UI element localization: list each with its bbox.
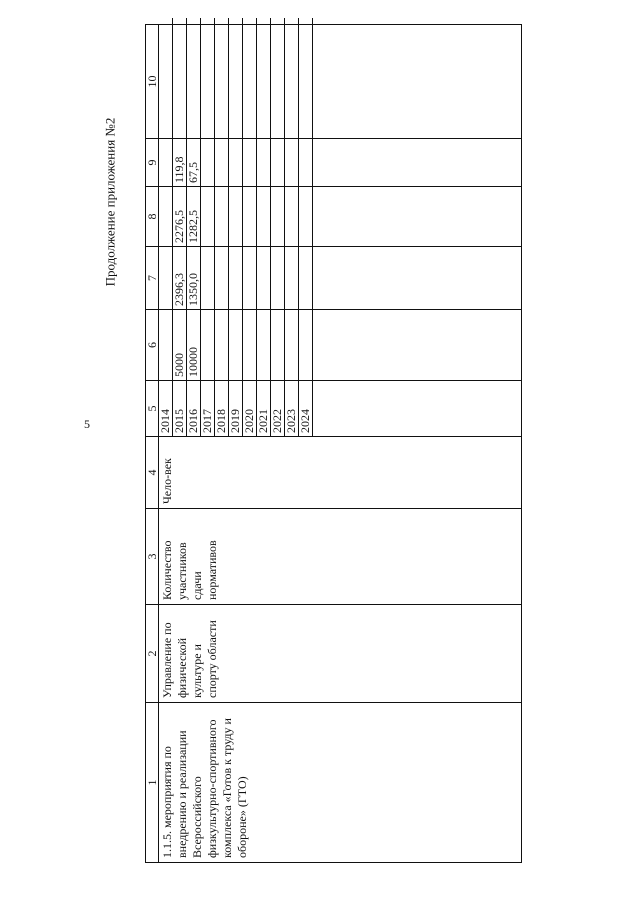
- value-cell: [299, 310, 313, 380]
- empty-area: [313, 310, 521, 380]
- value-cell: [271, 247, 285, 309]
- value-cell: [173, 25, 187, 138]
- value-cell: [201, 139, 215, 186]
- value-cell: [285, 310, 299, 380]
- year-cell: 2014: [159, 381, 173, 436]
- value-cell: [299, 187, 313, 246]
- page-number: 5: [84, 417, 90, 431]
- value-cell: 1282,5: [187, 187, 201, 246]
- value-cell: [229, 187, 243, 246]
- empty-area: [313, 187, 521, 246]
- year-cell: 2019: [229, 381, 243, 436]
- unit-cell: [159, 437, 522, 509]
- value-cell: [299, 139, 313, 186]
- value-cell: [243, 187, 257, 246]
- value-cell: [243, 247, 257, 309]
- year-cell: 2023: [285, 381, 299, 436]
- col-number: 8: [146, 187, 159, 247]
- year-cell: 2024: [299, 381, 313, 436]
- value-cell: [271, 25, 285, 138]
- year-cell: 2022: [271, 381, 285, 436]
- continuation-caption: Продолжение приложения №2: [102, 117, 118, 287]
- value-cell: [201, 310, 215, 380]
- measure-name-cell: [159, 703, 522, 863]
- value-cell: [257, 139, 271, 186]
- value-cell: [299, 18, 313, 24]
- value-cell: [159, 187, 173, 246]
- measure-name: 1.1.5. мероприятия по внедрению и реализации Всероссийского физкультурно-спортивного комплекса «Готов к труду и обороне» (ГТО): [160, 718, 249, 858]
- value-cell: [285, 18, 299, 24]
- year-cell: 2020: [243, 381, 257, 436]
- value-cell: [229, 310, 243, 380]
- value-cell: [159, 139, 173, 186]
- value-cell: [229, 25, 243, 138]
- appendix-table: [145, 24, 522, 863]
- column-number-row: [146, 25, 159, 863]
- value-cell: 67,5: [187, 139, 201, 186]
- col-number: 5: [146, 381, 159, 437]
- value-cell: [243, 139, 257, 186]
- value-cell: [285, 25, 299, 138]
- indicator-cell: [159, 509, 522, 605]
- value-cell: 5000: [173, 310, 187, 380]
- value-cell: [215, 25, 229, 138]
- value-cell: [285, 247, 299, 309]
- empty-area: [313, 381, 521, 436]
- value-cell: [243, 25, 257, 138]
- value-cell: [201, 187, 215, 246]
- col5-values: [159, 310, 522, 381]
- col-number: 2: [146, 605, 159, 703]
- col-number: 6: [146, 310, 159, 381]
- value-cell: [243, 310, 257, 380]
- empty-area: [313, 247, 521, 309]
- year-cell: 2015: [173, 381, 187, 436]
- value-cell: [229, 139, 243, 186]
- value-cell: [201, 25, 215, 138]
- value-cell: [159, 247, 173, 309]
- empty-area: [313, 139, 521, 186]
- value-cell: [285, 139, 299, 186]
- executor-cell: [159, 605, 522, 703]
- value-cell: [299, 25, 313, 138]
- col-number: 7: [146, 247, 159, 310]
- value-cell: [229, 18, 243, 24]
- rotated-table-container: [145, 25, 522, 863]
- value-cell: [159, 310, 173, 380]
- year-cell: 2016: [187, 381, 201, 436]
- value-cell: [271, 187, 285, 246]
- col-number: 9: [146, 139, 159, 187]
- col8-values: [159, 139, 522, 187]
- value-cell: [299, 247, 313, 309]
- value-cell: [215, 18, 229, 24]
- col-number: 10: [146, 25, 159, 139]
- value-cell: [257, 18, 271, 24]
- value-cell: [187, 25, 201, 138]
- value-cell: [215, 247, 229, 309]
- value-cell: [215, 139, 229, 186]
- value-cell: [215, 187, 229, 246]
- col-number: 1: [146, 703, 159, 863]
- value-cell: [215, 310, 229, 380]
- col6-values: [159, 247, 522, 310]
- value-cell: [271, 310, 285, 380]
- col-number: 3: [146, 509, 159, 605]
- value-cell: [201, 247, 215, 309]
- year-cell: 2021: [257, 381, 271, 436]
- measure-row: [159, 25, 522, 863]
- value-cell: 10000: [187, 310, 201, 380]
- value-cell: [229, 247, 243, 309]
- value-cell: [243, 18, 257, 24]
- value-cell: 2396,3: [173, 247, 187, 309]
- value-cell: [257, 310, 271, 380]
- col-number: 4: [146, 437, 159, 509]
- value-cell: [187, 18, 201, 24]
- col7-values: [159, 187, 522, 247]
- value-cell: [201, 18, 215, 24]
- value-cell: 1350,0: [187, 247, 201, 309]
- value-cell: [271, 139, 285, 186]
- value-cell: [271, 18, 285, 24]
- value-cell: [257, 187, 271, 246]
- value-cell: [285, 187, 299, 246]
- value-cell: 2276,5: [173, 187, 187, 246]
- year-column: [159, 381, 522, 437]
- unit: Чело-век: [160, 458, 174, 504]
- value-cell: 119,8: [173, 139, 187, 186]
- year-cell: 2018: [215, 381, 229, 436]
- value-cell: [159, 18, 173, 24]
- value-cell: [173, 18, 187, 24]
- indicator: Количество участников сдачи нормативов: [160, 540, 219, 600]
- empty-area: [313, 25, 521, 138]
- year-cell: 2017: [201, 381, 215, 436]
- value-cell: [159, 25, 173, 138]
- col9-values: [159, 25, 522, 139]
- value-cell: [257, 25, 271, 138]
- executor: Управление по физической культуре и спорту области: [160, 620, 219, 698]
- value-cell: [257, 247, 271, 309]
